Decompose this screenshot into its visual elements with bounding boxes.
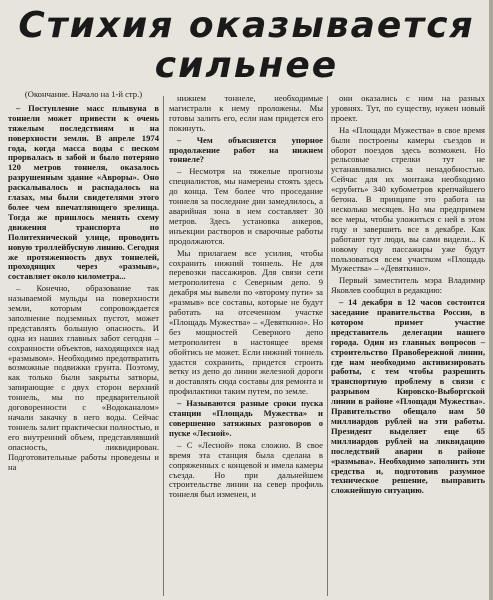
headline-line-1: Стихия оказывается (18, 5, 475, 46)
column-divider (163, 96, 164, 596)
headline (0, 6, 493, 86)
article-column-2 (169, 94, 323, 598)
article-paragraph: они оказались с ним на разных уровнях. Тут, по существу, нужен новый проект. (331, 94, 485, 123)
article-paragraph: – С «Лесной» пока сложно. В свое время эта станция была сделана в сопряженных с концевой и имела камеры съезда. Но при дальнейшем строительстве линии на север профиль тоннеля был изменен, и (169, 439, 323, 500)
article-column-1 (8, 90, 159, 598)
column-3-body (331, 94, 485, 496)
column-1-body (8, 104, 159, 473)
article-paragraph: На «Площади Мужества» в свое время были построены камеры съездов и оборот поездов здесь возможен. Но рельсовые стрелки тут не устанавливались за ненадобностью. Сейчас для их монтажа необходимо «срубить» 340 кубометров крепчайшего бетона. В принципе это работа на несколько месяцев. Но мы предпримем все меры, чтобы уложиться с ней в этом году и завершить все в декабре. Как работают тут люди, вы сами видели... К новому году пассажиры уже будут пользоваться всем участком «Площадь Мужества» – «Девяткино». (331, 124, 485, 274)
article-paragraph: – Несмотря на тяжелые прогнозы специалистов, мы намерены стоять здесь до конца. Тем более что проседание тоннеля за последние дни замедлилось, а аварийная зона в нем составляет 30 метров. Здесь установка анкеров, инъекции растворов и сварочные работы продолжаются. (169, 166, 323, 246)
article-column-3 (331, 94, 485, 598)
page-edge (489, 0, 493, 600)
article-paragraph: Мы прилагаем все усилия, чтобы сохранить нижний тоннель. Не для перевозки пассажиров. Для связи сети метрополитена с Северным депо. 9 декабря мы вывели по «второму пути» за «размыв» все составы, которые не будут работать на отсеченном участке «Площадь Мужества» – «Девяткино». Но без мощностей Северного депо метрополитен в настоящее время обойтись не может. Если нижний тоннель удастся сохранить, придется строить ветку из депо до линии железной дороги и доставлять сюда составы для ремонта и профилактики таким путем, по земле. (169, 247, 323, 397)
article-paragraph: нижнем тоннеле, необходимые магистрали к нему проложены. Мы готовы залить его, если нам придется его покинуть. (169, 94, 323, 133)
article-paragraph: – Конечно, образование так называемой мульды на поверхности земли, которым сопровождается заполнение подземных пустот, может представлять большую опасность. И одна из наших главных забот сегодня – сохранности объектов, находящихся над «размывом». Необходимо предотвратить возможные подвижки грунта. Поэтому, как только были закрыты затворы, запирающие с двух сторон верхний тоннель, мы по предварительной договоренности с «Водоканалом» начали закачку в него воды. Сейчас тоннель залит практически полностью, и его внутренний объем, представлявший опасность, ликвидирован. Подготовительные работы проведены и на (8, 283, 159, 472)
article-paragraph: – Чем объясняется упорное продолжение работ на нижнем тоннеле? (169, 134, 323, 165)
column-2-body (169, 94, 323, 500)
headline-line-2: сильнее (154, 45, 339, 86)
article-paragraph: – Называются разные сроки пуска станции «Площадь Мужества» и совершенно затяжных разговоров о пуске «Лесной». (169, 398, 323, 438)
continuation-note: (Окончание. Начало на 1-й стр.) (24, 90, 143, 99)
article-paragraph: – Поступление масс плывуна в тоннели может привести к очень тяжелым последствиям и на поверхности земли. В апреле 1974 года, когда масса воды с песком прорвалась в забой и было потеряно 120 метров тоннеля, оказалось разрушенным здание «Авроры». Оно раскалывалось и распадалось на глазах, мы были свидетелями этого более чем впечатляющего зрелища. Тогда же пришлось менять схему движения транспорта по Политехнической улице, проводить новую троллейбусную линию. Сегодня же протяженность двух тоннелей, проходящих через «размыв», составляет около километра... (8, 102, 159, 282)
article-paragraph: – 14 декабря в 12 часов состоится заседание правительства России, в котором примет участие представитель делегации нашего города. Один из главных вопросов – строительство Правобережной линии, где нам необходимо активизировать работы, с тем чтобы разрешить транспортную проблему в связи с разрывом Кировско-Выборгской линии в районе «Площади Мужества». Правительство обещало нам 50 миллиардов рублей на эти работы. Президент выделяет еще 65 миллиардов рублей на ликвидацию последствий аварии в районе «размыва». Необходимо заполнить эти средства и, подготовив разумное техническое решение, выправить сложнейшую ситуацию. (331, 297, 485, 496)
column-divider (327, 96, 328, 596)
article-paragraph: Первый заместитель мэра Владимир Яковлев сообщил в редакцию: (331, 275, 485, 296)
